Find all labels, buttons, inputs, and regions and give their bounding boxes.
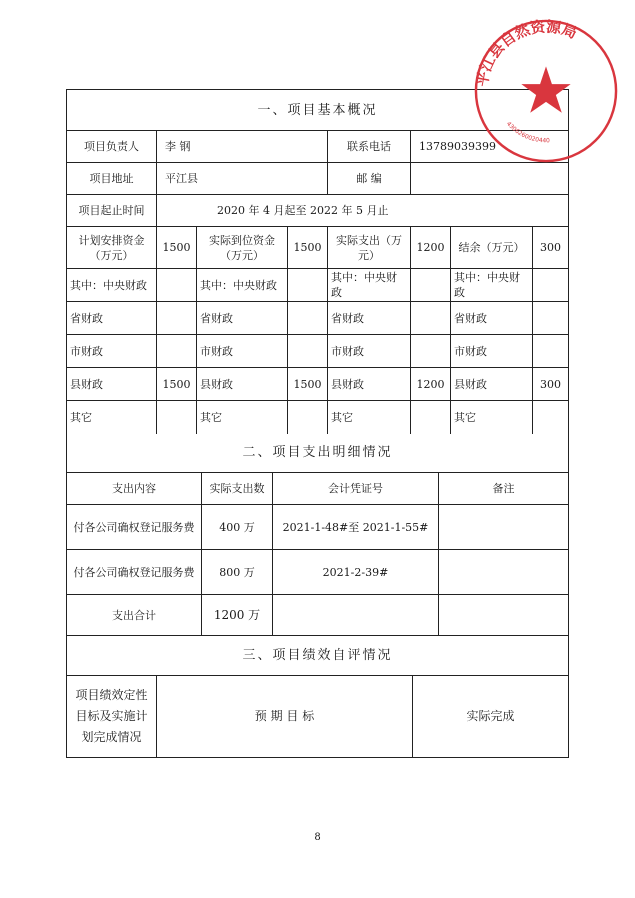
finance-row-label: 省财政	[328, 302, 411, 335]
finance-row-label: 县财政	[328, 368, 411, 401]
finance-cell: 1500	[157, 368, 197, 401]
finance-row	[67, 269, 569, 302]
actual-spend-value: 1200	[411, 227, 451, 269]
postcode-label: 邮 编	[328, 163, 411, 195]
finance-row-label: 市财政	[328, 335, 411, 368]
seal-text: 平江县自然资源局	[473, 18, 580, 88]
finance-row-label: 省财政	[451, 302, 533, 335]
section2-title: 二、项目支出明细情况	[67, 434, 569, 473]
finance-row-label: 其中：中央财政	[451, 269, 533, 302]
received-funds-value: 1500	[288, 227, 328, 269]
project-form	[66, 89, 568, 758]
finance-cell	[288, 401, 328, 434]
section3-title: 三、项目绩效自评情况	[67, 636, 569, 675]
leader-value: 李 钢	[157, 131, 328, 163]
balance-label: 结余（万元）	[451, 227, 533, 269]
expense-note	[439, 505, 569, 550]
total-label: 支出合计	[67, 595, 202, 636]
finance-row	[67, 302, 569, 335]
finance-cell: 1200	[411, 368, 451, 401]
finance-row-label: 其它	[197, 401, 288, 434]
star-icon	[521, 66, 570, 112]
expense-voucher: 2021-2-39#	[273, 550, 439, 595]
expense-content: 付各公司确权登记服务费	[67, 550, 202, 595]
expense-content: 付各公司确权登记服务费	[67, 505, 202, 550]
column-header: 实际支出数	[202, 473, 273, 505]
performance-table	[66, 636, 569, 758]
address-value: 平江县	[157, 163, 328, 195]
address-label: 项目地址	[67, 163, 157, 195]
total-voucher-cell	[273, 595, 439, 636]
finance-row-label: 其中：中央财政	[67, 269, 157, 302]
expense-header-row	[67, 473, 569, 505]
expense-voucher: 2021-1-48#至 2021-1-55#	[273, 505, 439, 550]
finance-row-label: 省财政	[197, 302, 288, 335]
seal-code-ring	[505, 121, 550, 144]
table-row	[67, 505, 569, 550]
total-note-cell	[439, 595, 569, 636]
finance-row-label: 县财政	[451, 368, 533, 401]
finance-cell	[533, 401, 569, 434]
column-header: 支出内容	[67, 473, 202, 505]
planned-funds-value: 1500	[157, 227, 197, 269]
finance-cell	[411, 401, 451, 434]
finance-row-label: 其中：中央财政	[197, 269, 288, 302]
finance-cell	[288, 335, 328, 368]
finance-cell	[288, 302, 328, 335]
leader-label: 项目负责人	[67, 131, 157, 163]
finance-row	[67, 401, 569, 434]
finance-cell	[533, 269, 569, 302]
seal-code: 4306260020440	[504, 121, 550, 145]
finance-cell	[157, 302, 197, 335]
performance-row-label: 项目绩效定性目标及实施计划完成情况	[67, 675, 157, 757]
table-row	[67, 550, 569, 595]
finance-cell: 300	[533, 368, 569, 401]
finance-cell	[157, 335, 197, 368]
finance-row-label: 市财政	[197, 335, 288, 368]
expense-amount: 800 万	[202, 550, 273, 595]
finance-cell	[411, 335, 451, 368]
finance-cell	[411, 269, 451, 302]
finance-row-label: 市财政	[451, 335, 533, 368]
finance-row-label: 县财政	[67, 368, 157, 401]
finance-row-label: 市财政	[67, 335, 157, 368]
official-seal	[472, 17, 620, 165]
finance-row-label: 县财政	[197, 368, 288, 401]
period-value: 2020 年 4 月起至 2022 年 5 月止	[157, 195, 569, 227]
page-number: 8	[314, 832, 321, 843]
finance-row	[67, 368, 569, 401]
total-value: 1200 万	[202, 595, 273, 636]
finance-row-label: 其它	[67, 401, 157, 434]
finance-cell	[533, 335, 569, 368]
expected-target-label: 预 期 目 标	[157, 675, 413, 757]
actual-completion-label: 实际完成	[413, 675, 569, 757]
postcode-value	[411, 163, 569, 195]
section1-title: 一、项目基本概况	[67, 90, 569, 131]
phone-label: 联系电话	[328, 131, 411, 163]
seal-text-ring	[474, 17, 580, 88]
finance-cell: 1500	[288, 368, 328, 401]
column-header: 会计凭证号	[273, 473, 439, 505]
finance-cell	[533, 302, 569, 335]
finance-row-label: 省财政	[67, 302, 157, 335]
actual-spend-label: 实际支出（万元）	[328, 227, 411, 269]
planned-funds-label: 计划安排资金（万元）	[67, 227, 157, 269]
phone-value: 13789039399	[411, 131, 569, 163]
expense-total-row	[67, 595, 569, 636]
finance-row-label: 其它	[328, 401, 411, 434]
finance-row-label: 其它	[451, 401, 533, 434]
finance-cell	[157, 401, 197, 434]
finance-header-row	[67, 227, 569, 269]
finance-cell	[157, 269, 197, 302]
expense-amount: 400 万	[202, 505, 273, 550]
expense-detail-table	[66, 434, 569, 637]
finance-row-label: 其中：中央财政	[328, 269, 411, 302]
period-label: 项目起止时间	[67, 195, 157, 227]
finance-cell	[411, 302, 451, 335]
balance-value: 300	[533, 227, 569, 269]
finance-row	[67, 335, 569, 368]
column-header: 备注	[439, 473, 569, 505]
received-funds-label: 实际到位资金（万元）	[197, 227, 288, 269]
expense-note	[439, 550, 569, 595]
finance-cell	[288, 269, 328, 302]
